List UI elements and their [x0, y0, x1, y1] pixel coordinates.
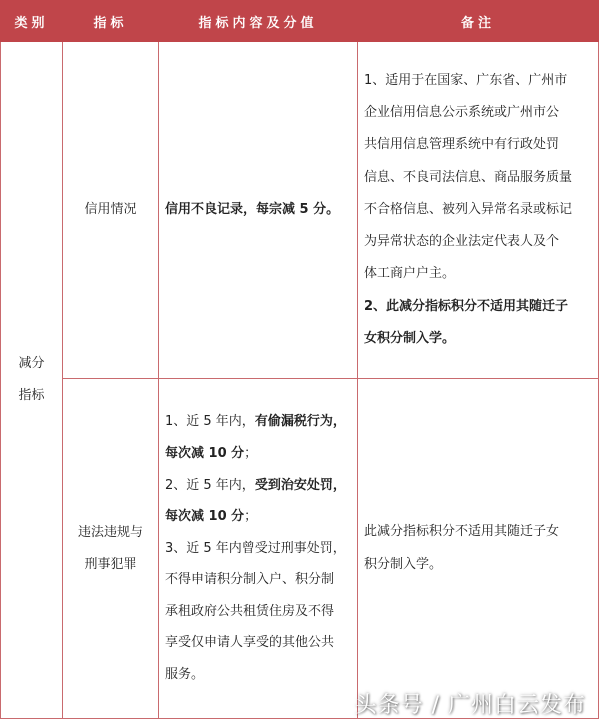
content-bold: 受到治安处罚， [254, 477, 346, 493]
header-row [1, 1, 599, 42]
indicator-credit: 信用情况 [63, 42, 159, 379]
content-item-3-cont: 承租政府公共租赁住房及不得 [165, 603, 335, 619]
header-content: 指标内容及分值 [159, 1, 358, 42]
content-text: ； [244, 509, 258, 525]
notes-violation [358, 379, 599, 719]
notes-line: 为异常状态的企业法定代表人及个 [364, 234, 560, 250]
content-item-2 [165, 470, 351, 502]
content-text: 1、近 5 年内， [165, 414, 255, 430]
content-text: 2、近 5 年内， [165, 477, 255, 493]
content-item-3: 3、近 5 年内曾受过刑事处罚， [165, 540, 346, 556]
header-category: 类别 [1, 1, 63, 42]
notes-line: 不合格信息、被列入异常名录或标记 [364, 201, 573, 217]
table-row [1, 42, 599, 379]
category-cell [1, 42, 63, 719]
notes-bold-line: 2、此减分指标积分不适用其随迁子 [364, 298, 569, 314]
watermark-text: 头条号 / 广州白云发布 [354, 693, 586, 718]
notes-line: 信息、不良司法信息、商品服务质量 [364, 169, 573, 185]
header-notes: 备注 [358, 1, 599, 42]
content-item-3-cont: 不得申请积分制入户、积分制 [165, 572, 335, 588]
content-item-2-cont [165, 501, 351, 533]
notes-line: 1、适用于在国家、广东省、广州市 [364, 73, 568, 89]
content-item-3-cont: 服务。 [165, 667, 205, 683]
notes-line: 体工商户户主。 [364, 266, 456, 282]
indicator-violation [63, 379, 159, 719]
category-line: 减分 [18, 356, 45, 371]
content-item-3-cont: 享受仅申请人享受的其他公共 [165, 635, 335, 651]
indicator-line: 刑事犯罪 [84, 556, 137, 572]
content-bold: 每次减 10 分 [165, 509, 245, 525]
indicator-line: 违法违规与 [77, 524, 143, 540]
category-line: 指标 [18, 388, 45, 403]
content-violation [159, 379, 358, 719]
notes-line: 积分制入学。 [364, 556, 443, 572]
notes-line: 此减分指标积分不适用其随迁子女 [364, 524, 560, 540]
content-item-1-cont [165, 438, 351, 470]
content-credit [159, 42, 358, 379]
notes-line: 企业信用信息公示系统或广州市公 [364, 105, 560, 121]
content-bold: 有偷漏税行为， [254, 414, 346, 430]
notes-line: 共信用信息管理系统中有行政处罚 [364, 137, 560, 153]
content-credit-text: 信用不良记录，每宗减 5 分。 [165, 202, 340, 218]
content-text: ； [244, 445, 258, 461]
notes-bold-line: 女积分制入学。 [364, 330, 456, 346]
header-indicator: 指标 [63, 1, 159, 42]
content-bold: 每次减 10 分 [165, 445, 245, 461]
notes-credit [358, 42, 599, 379]
content-item-1 [165, 406, 351, 438]
table-row [1, 379, 599, 719]
